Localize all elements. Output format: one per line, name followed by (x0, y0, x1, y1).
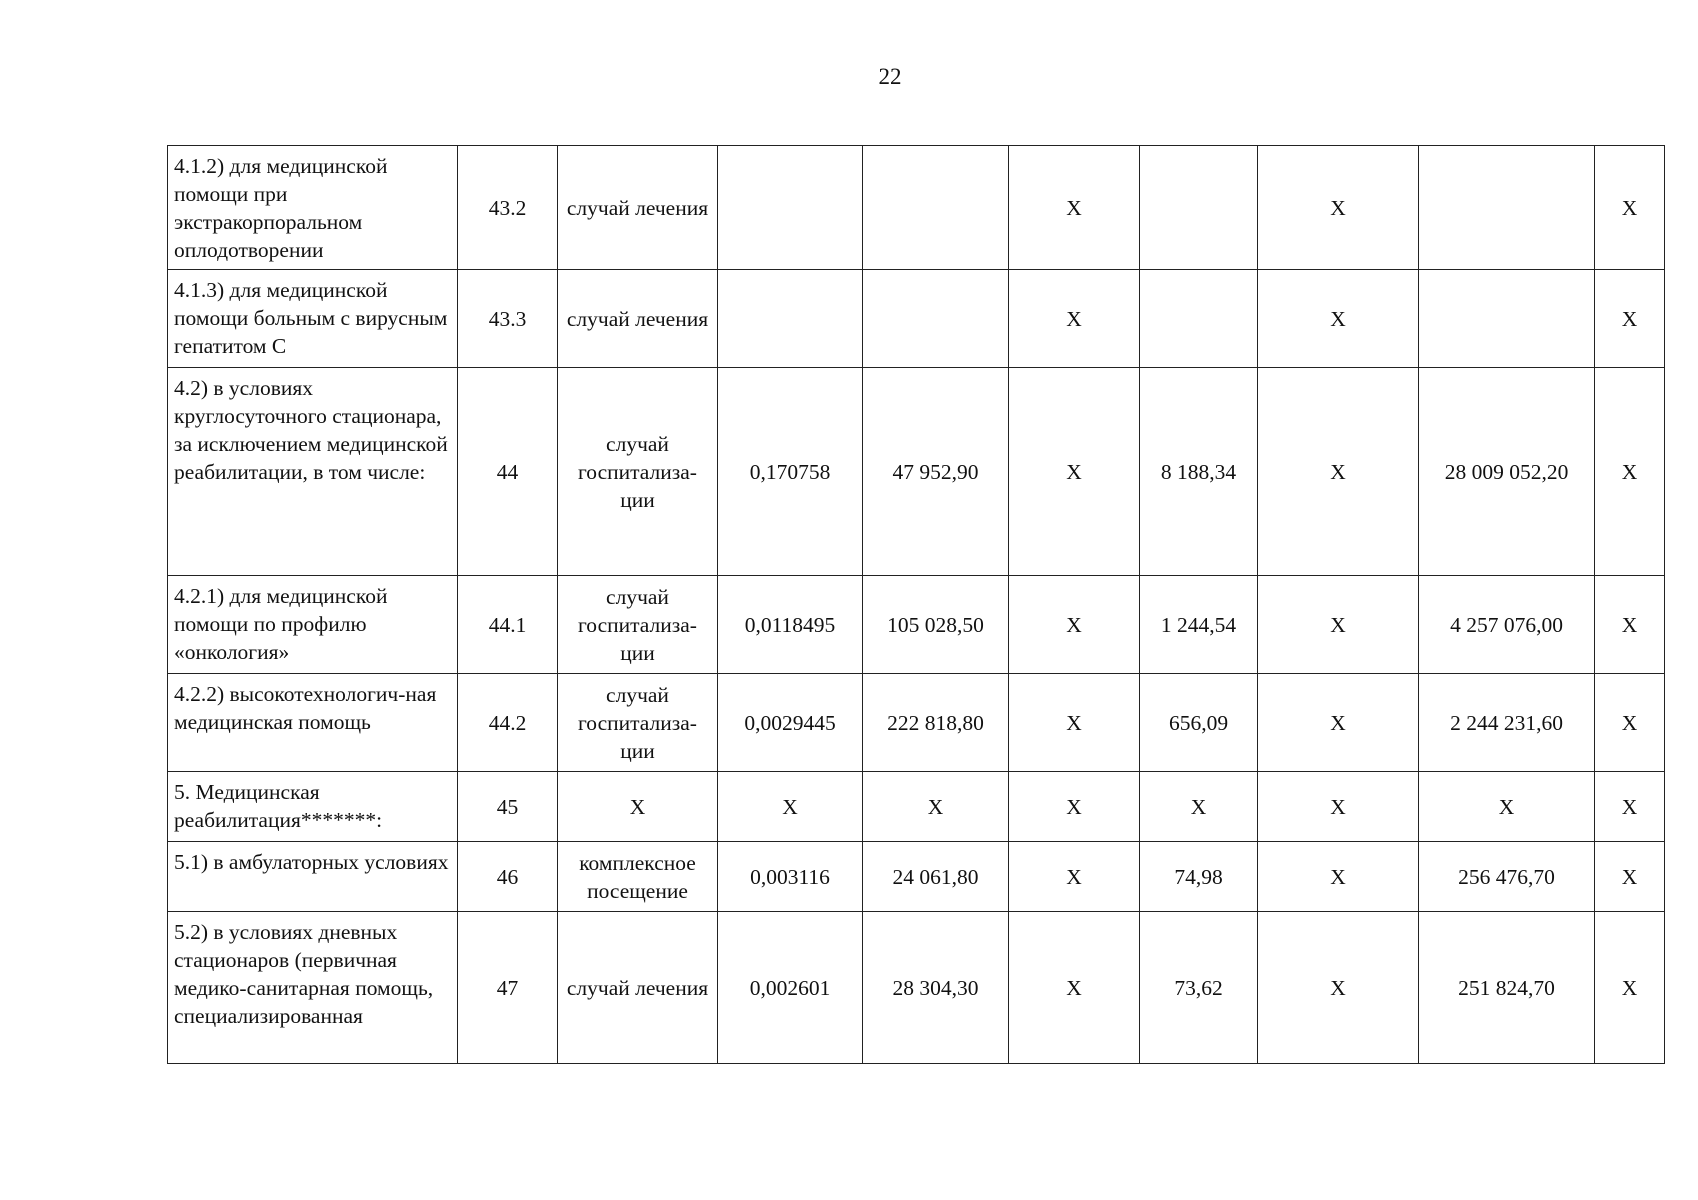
table-cell: 105 028,50 (863, 576, 1009, 674)
table-cell: X (718, 772, 863, 842)
table-cell: X (1009, 576, 1140, 674)
row-label-cell: 5. Медицинская реабилитация*******: (168, 772, 458, 842)
table-cell: X (1009, 842, 1140, 912)
table-cell: 222 818,80 (863, 674, 1009, 772)
table-cell: 47 952,90 (863, 368, 1009, 576)
table-cell: X (1258, 912, 1419, 1064)
table-cell: 1 244,54 (1140, 576, 1258, 674)
table-cell (718, 146, 863, 270)
table-cell: 74,98 (1140, 842, 1258, 912)
table-cell: X (1595, 912, 1665, 1064)
table-cell (863, 270, 1009, 368)
table-cell: X (1595, 674, 1665, 772)
table-cell: 0,003116 (718, 842, 863, 912)
table-cell: X (1009, 772, 1140, 842)
table-cell: случай лечения (558, 270, 718, 368)
table-cell: X (1258, 576, 1419, 674)
row-label-cell: 4.2.1) для медицинской помощи по профилю «онкология» (168, 576, 458, 674)
row-label-cell: 4.1.3) для медицинской помощи больным с вирусным гепатитом С (168, 270, 458, 368)
row-label-cell: 4.2) в условиях круглосуточного стационара, за исключением медицинской реабилитации, в том числе: (168, 368, 458, 576)
table-cell: X (1009, 674, 1140, 772)
table-cell: X (1009, 912, 1140, 1064)
table-cell: X (1595, 842, 1665, 912)
data-table (167, 145, 1665, 1064)
row-label-cell: 5.2) в условиях дневных стационаров (первичная медико-санитарная помощь, специализированная (168, 912, 458, 1064)
table-cell: 73,62 (1140, 912, 1258, 1064)
table-row (168, 576, 1665, 674)
table-cell: X (863, 772, 1009, 842)
table-cell: 0,170758 (718, 368, 863, 576)
table-cell: 2 244 231,60 (1419, 674, 1595, 772)
table-cell: X (1595, 270, 1665, 368)
table-cell: X (1595, 772, 1665, 842)
table-cell: X (1258, 368, 1419, 576)
table-cell: X (558, 772, 718, 842)
table-cell: X (1419, 772, 1595, 842)
table-row (168, 270, 1665, 368)
table-cell: 47 (458, 912, 558, 1064)
table-cell: X (1258, 146, 1419, 270)
table-cell (718, 270, 863, 368)
table-cell: X (1009, 270, 1140, 368)
table-cell: 256 476,70 (1419, 842, 1595, 912)
table-cell: X (1258, 270, 1419, 368)
table-cell: X (1009, 146, 1140, 270)
table-cell: случай госпитализа-ции (558, 576, 718, 674)
table-cell (1419, 146, 1595, 270)
table-cell: 45 (458, 772, 558, 842)
table-cell: X (1140, 772, 1258, 842)
table-cell (1140, 146, 1258, 270)
table-cell: 4 257 076,00 (1419, 576, 1595, 674)
table-cell: случай лечения (558, 146, 718, 270)
row-label-cell: 4.2.2) высокотехнологич-ная медицинская помощь (168, 674, 458, 772)
table-cell: X (1258, 674, 1419, 772)
table-cell: случай госпитализа-ции (558, 368, 718, 576)
row-label-cell: 4.1.2) для медицинской помощи при экстракорпоральном оплодотворении (168, 146, 458, 270)
table-cell: 251 824,70 (1419, 912, 1595, 1064)
table-row (168, 674, 1665, 772)
table-cell: 46 (458, 842, 558, 912)
table-cell: 28 009 052,20 (1419, 368, 1595, 576)
table-cell: X (1258, 772, 1419, 842)
table-cell: 0,002601 (718, 912, 863, 1064)
table-cell: 656,09 (1140, 674, 1258, 772)
table-cell: 28 304,30 (863, 912, 1009, 1064)
table-cell (1419, 270, 1595, 368)
table-row (168, 912, 1665, 1064)
table-cell: X (1595, 146, 1665, 270)
table-cell: 43.2 (458, 146, 558, 270)
table-cell: 0,0029445 (718, 674, 863, 772)
table-cell: случай госпитализа-ции (558, 674, 718, 772)
table-cell: 0,0118495 (718, 576, 863, 674)
table-cell (1140, 270, 1258, 368)
table-cell: случай лечения (558, 912, 718, 1064)
table-cell (863, 146, 1009, 270)
table-cell: 44.2 (458, 674, 558, 772)
table-row (168, 146, 1665, 270)
page-number: 22 (878, 64, 902, 89)
table-cell: 24 061,80 (863, 842, 1009, 912)
table-cell: X (1595, 368, 1665, 576)
table-cell: X (1258, 842, 1419, 912)
table-cell: 44 (458, 368, 558, 576)
table-row (168, 772, 1665, 842)
table-cell: X (1009, 368, 1140, 576)
table-cell: 44.1 (458, 576, 558, 674)
table-cell: комплексное посещение (558, 842, 718, 912)
table-cell: 43.3 (458, 270, 558, 368)
row-label-cell: 5.1) в амбулаторных условиях (168, 842, 458, 912)
table-cell: 8 188,34 (1140, 368, 1258, 576)
table-cell: X (1595, 576, 1665, 674)
table-row (168, 842, 1665, 912)
table-row (168, 368, 1665, 576)
